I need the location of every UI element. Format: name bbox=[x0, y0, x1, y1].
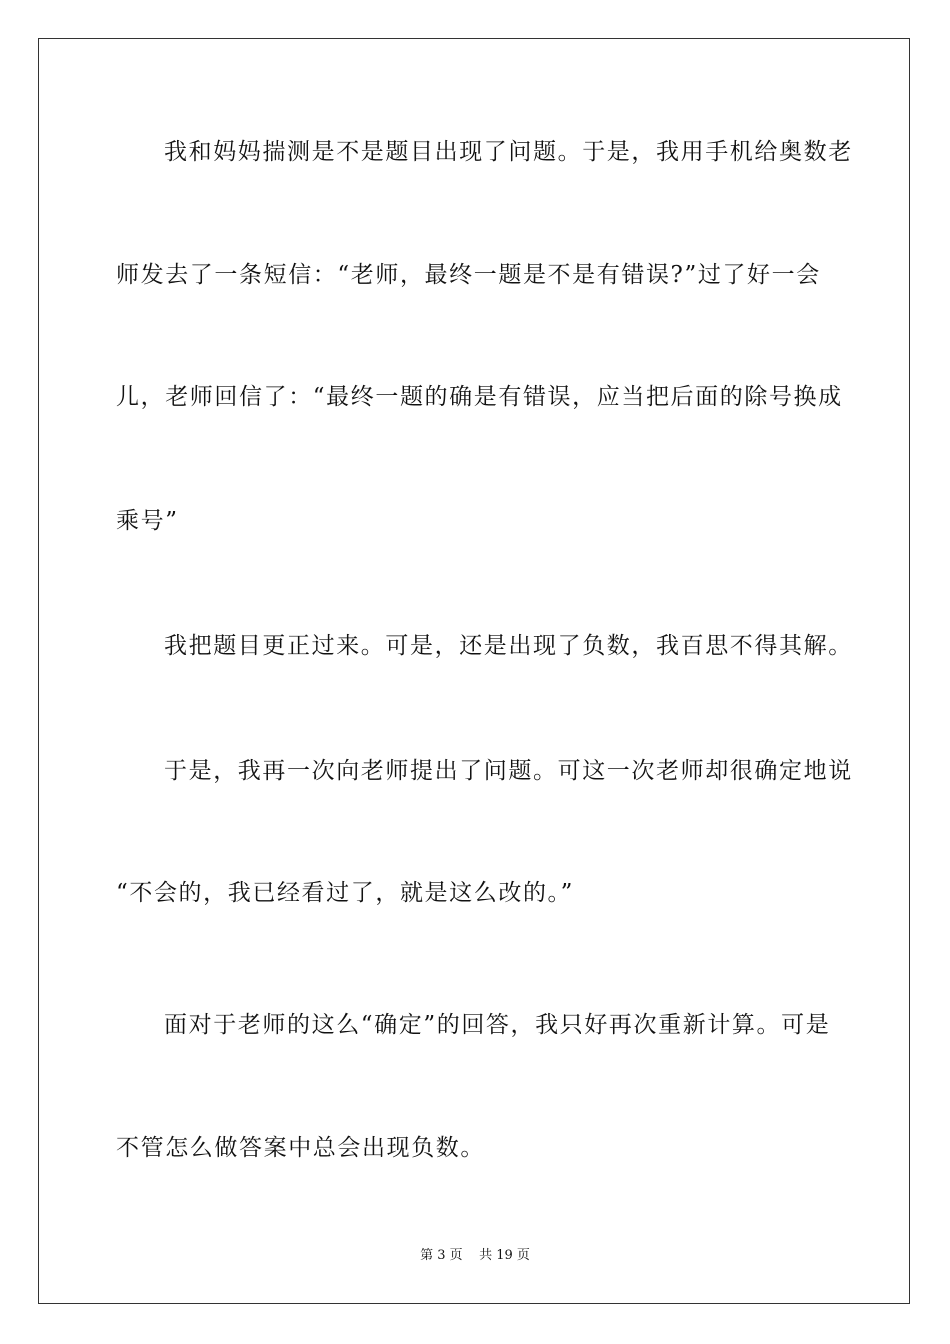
text-line-7: “不会的，我已经看过了，就是这么改的。” bbox=[116, 880, 575, 906]
page-number-footer: 第 3 页 共 19 页 bbox=[420, 1248, 530, 1263]
text-line-8: 面对于老师的这么“确定”的回答，我只好再次重新计算。可是 bbox=[164, 1012, 831, 1038]
text-line-5: 我把题目更正过来。可是，还是出现了负数，我百思不得其解。 bbox=[164, 633, 853, 659]
text-line-3: 儿，老师回信了：“最终一题的确是有错误，应当把后面的除号换成 bbox=[116, 384, 843, 410]
page-frame bbox=[38, 38, 910, 1304]
text-line-1: 我和妈妈揣测是不是题目出现了问题。于是，我用手机给奥数老 bbox=[164, 139, 853, 165]
text-line-9: 不管怎么做答案中总会出现负数。 bbox=[116, 1135, 485, 1161]
text-line-4: 乘号” bbox=[116, 508, 179, 534]
text-line-2: 师发去了一条短信：“老师，最终一题是不是有错误?”过了好一会 bbox=[116, 262, 821, 288]
text-line-6: 于是，我再一次向老师提出了问题。可这一次老师却很确定地说 bbox=[164, 758, 853, 784]
